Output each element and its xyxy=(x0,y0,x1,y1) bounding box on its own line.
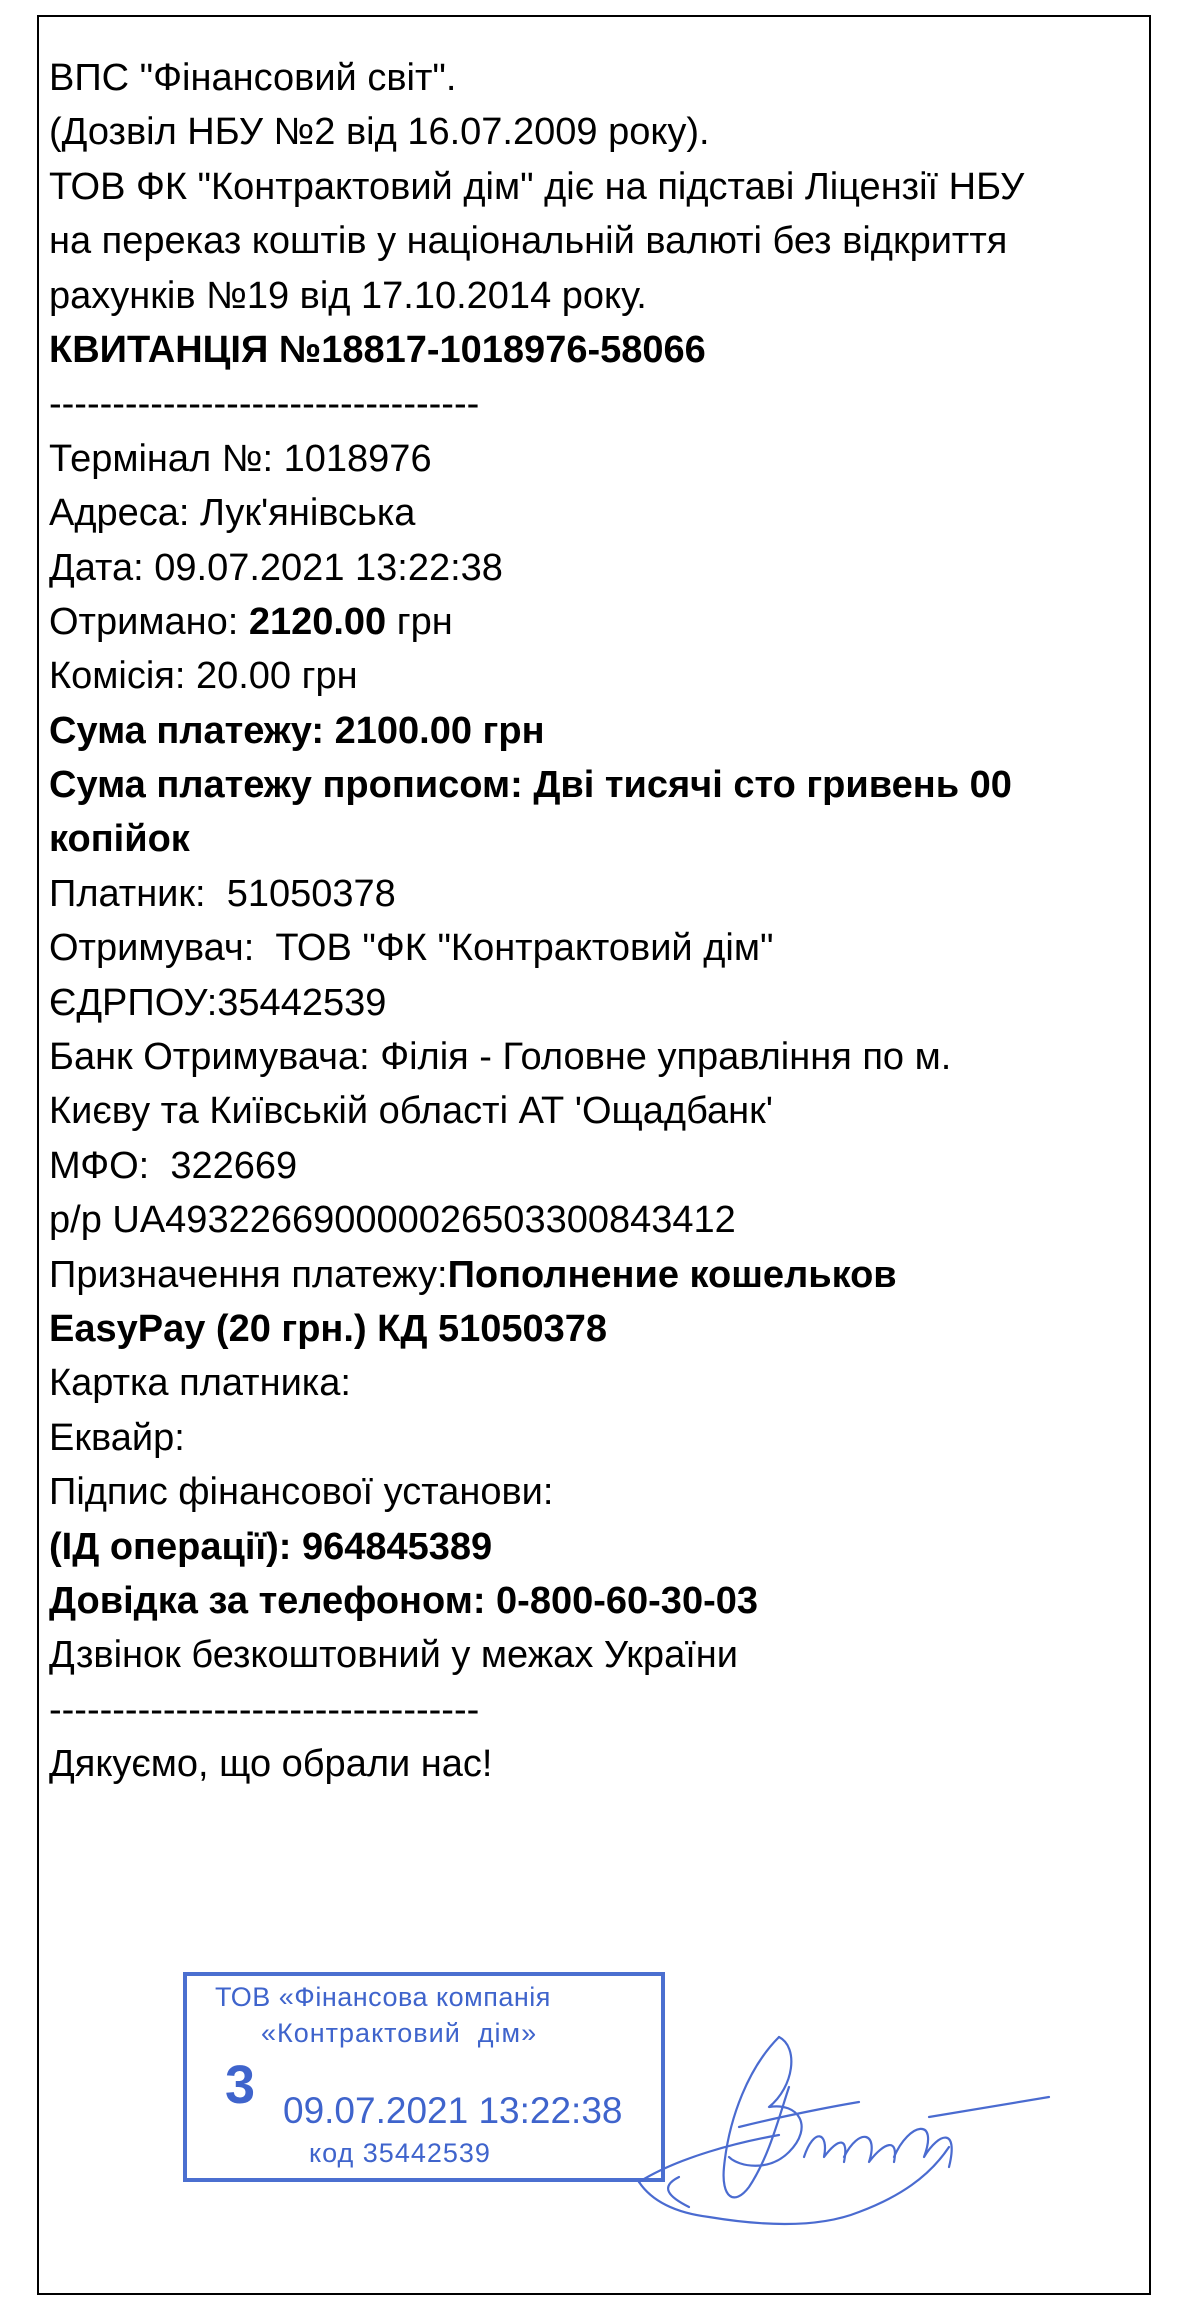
receipt-line xyxy=(49,758,1145,812)
receipt-text-segment: ВПС "Фінансовий світ". xyxy=(49,57,457,99)
receipt-text-segment: Картка платника: xyxy=(49,1362,351,1405)
receipt-text-segment: Термінал №: 1018976 xyxy=(49,437,432,480)
receipt-line xyxy=(49,1139,1145,1193)
receipt-text-segment: Києву та Київській області АТ 'Ощадбанк' xyxy=(49,1090,773,1133)
receipt-text-segment: Банк Отримувача: Філія - Головне управління по м. xyxy=(49,1036,952,1079)
receipt-text-segment: ---------------------------------- xyxy=(49,1688,480,1731)
stamp-company-line: ТОВ «Фінансова компанія xyxy=(215,1982,551,2012)
receipt-text-segment: EasyPay (20 грн.) КД 51050378 xyxy=(49,1307,608,1350)
receipt xyxy=(37,15,1151,2295)
receipt-text-segment: Дзвінок безкоштовний у межах України xyxy=(49,1634,738,1677)
receipt-line xyxy=(49,1030,1145,1084)
stamp-code: код 35442539 xyxy=(309,2138,491,2168)
receipt-line xyxy=(49,812,1145,866)
receipt-line xyxy=(49,867,1145,921)
receipt-line xyxy=(49,1574,1145,1628)
receipt-line xyxy=(49,976,1145,1030)
receipt-line xyxy=(49,1302,1145,1356)
receipt-text-segment: (Дозвіл НБУ №2 від 16.07.2009 року). xyxy=(49,111,710,154)
receipt-text-segment: рахунків №19 від 17.10.2014 року. xyxy=(49,274,647,317)
receipt-text-segment: Дякуємо, що обрали нас! xyxy=(49,1743,493,1786)
receipt-text-segment: 2120.00 xyxy=(248,600,387,643)
signature xyxy=(629,2007,1069,2237)
receipt-line xyxy=(49,486,1145,540)
receipt-line xyxy=(49,1248,1145,1302)
receipt-text-segment: Еквайр: xyxy=(49,1416,185,1459)
receipt-line xyxy=(49,1683,1145,1737)
receipt-text-segment: Отримано: xyxy=(49,600,249,643)
receipt-text-segment: ЄДРПОУ:35442539 xyxy=(49,981,387,1024)
receipt-text-segment: Пополнение кошельков xyxy=(447,1253,897,1296)
stamp-company-name: «Контрактовий дім» xyxy=(261,2018,538,2048)
receipt-line xyxy=(49,1520,1145,1574)
receipt-line xyxy=(49,595,1145,649)
receipt-line xyxy=(49,1356,1145,1410)
receipt-line xyxy=(49,160,1145,214)
receipt-text-segment: Платник: 51050378 xyxy=(49,872,396,915)
receipt-line xyxy=(49,214,1145,268)
receipt-line xyxy=(49,1193,1145,1247)
receipt-text-segment: Підпис фінансової установи: xyxy=(49,1471,554,1514)
stamp xyxy=(183,1972,665,2182)
receipt-text-segment: Призначення платежу: xyxy=(49,1253,448,1296)
receipt-text-segment: Довідка за телефоном: 0-800-60-30-03 xyxy=(49,1579,758,1622)
receipt-text-segment: МФО: 322669 xyxy=(49,1144,298,1187)
receipt-line xyxy=(49,432,1145,486)
receipt-text-segment: копійок xyxy=(49,818,190,861)
receipt-line xyxy=(49,105,1145,159)
receipt-line xyxy=(49,1628,1145,1682)
receipt-text-segment: Комісія: 20.00 грн xyxy=(49,655,358,698)
receipt-text-segment: Отримувач: ТОВ "ФК "Контрактовий дім" xyxy=(49,927,774,970)
receipt-text-segment: КВИТАНЦІЯ №18817-1018976-58066 xyxy=(49,328,706,371)
receipt-line xyxy=(49,541,1145,595)
receipt-text-segment: грн xyxy=(386,600,453,643)
receipt-line xyxy=(49,323,1145,377)
receipt-text-segment: на переказ коштів у національній валюті без відкриття xyxy=(49,220,1008,263)
receipt-line xyxy=(49,704,1145,758)
receipt-line xyxy=(49,921,1145,975)
stamp-datetime: 09.07.2021 13:22:38 xyxy=(283,2090,623,2131)
receipt-line xyxy=(49,51,1145,105)
receipt-text-segment: Адреса: Лук'янівська xyxy=(49,492,416,535)
receipt-line xyxy=(49,1084,1145,1138)
receipt-text xyxy=(49,51,1145,1792)
receipt-line xyxy=(49,1411,1145,1465)
receipt-line xyxy=(49,1465,1145,1519)
receipt-line xyxy=(49,1737,1145,1791)
receipt-text-segment: Сума платежу: 2100.00 грн xyxy=(49,709,545,752)
receipt-text-segment: Дата: 09.07.2021 13:22:38 xyxy=(49,546,503,589)
receipt-text-segment: (ІД операції): 964845389 xyxy=(49,1525,493,1568)
receipt-line xyxy=(49,269,1145,323)
receipt-text-segment: Сума платежу прописом: Дві тисячі сто гривень 00 xyxy=(49,764,1012,807)
stamp-number: 3 xyxy=(225,2055,256,2115)
receipt-line xyxy=(49,649,1145,703)
receipt-text-segment: р/р UA493226690000026503300843412 xyxy=(49,1199,736,1242)
receipt-text-segment: ---------------------------------- xyxy=(49,383,480,426)
receipt-text-segment: ТОВ ФК "Контрактовий дім" діє на підставі Ліцензії НБУ xyxy=(49,165,1025,208)
receipt-line xyxy=(49,377,1145,431)
